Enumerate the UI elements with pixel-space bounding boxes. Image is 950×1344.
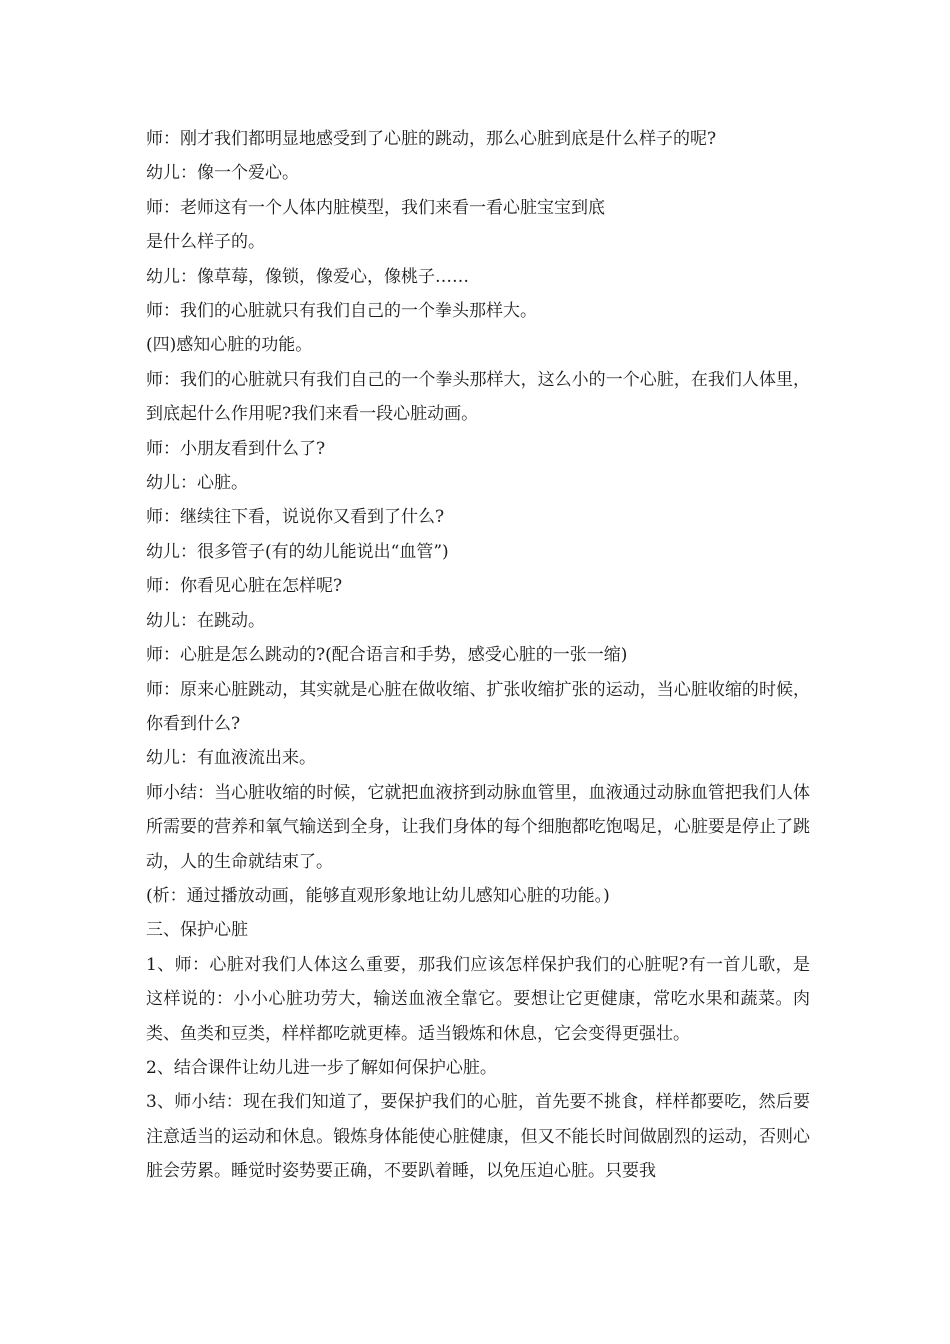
document-body [146, 122, 810, 1189]
paragraph: 师：我们的心脏就只有我们自己的一个拳头那样大。 [146, 301, 537, 322]
paragraph: 幼儿：像草莓，像锁，像爱心，像桃子…… [146, 266, 469, 287]
paragraph: (析：通过播放动画，能够直观形象地让幼儿感知心脏的功能。) [146, 885, 610, 906]
paragraph: 师：老师这有一个人体内脏模型，我们来看一看心脏宝宝到底 [146, 197, 605, 218]
paragraph: 3、师小结：现在我们知道了，要保护我们的心脏，首先要不挑食，样样都要吃，然后要注意适当的运动和休息。锻炼身体能使心脏健康，但又不能长时间做剧烈的运动，否则心脏会劳累。睡觉时姿势要正确，不要趴着睡，以免压迫心脏。只要我 [146, 1092, 810, 1182]
paragraph: 1、师：心脏对我们人体这么重要，那我们应该怎样保护我们的心脏呢?有一首儿歌，是这样说的：小小心脏功劳大，输送血液全靠它。要想让它更健康，常吃水果和蔬菜。肉类、鱼类和豆类，样样都吃就更棒。适当锻炼和休息，它会变得更强壮。 [146, 954, 810, 1044]
paragraph: 幼儿：在跳动。 [146, 610, 265, 631]
paragraph: 是什么样子的。 [146, 232, 265, 253]
paragraph: 幼儿：像一个爱心。 [146, 163, 299, 184]
paragraph: 2、结合课件让幼儿进一步了解如何保护心脏。 [146, 1057, 497, 1078]
paragraph: 师小结：当心脏收缩的时候，它就把血液挤到动脉血管里，血液通过动脉血管把我们人体所需要的营养和氧气输送到全身，让我们身体的每个细胞都吃饱喝足，心脏要是停止了跳动，人的生命就结束了。 [146, 782, 810, 872]
section-heading: 三、保护心脏 [146, 920, 248, 941]
paragraph: 师：心脏是怎么跳动的?(配合语言和手势，感受心脏的一张一缩) [146, 645, 628, 666]
paragraph: 幼儿：很多管子(有的幼儿能说出“血管”) [146, 541, 449, 562]
section-heading: (四)感知心脏的功能。 [146, 335, 313, 356]
paragraph: 师：我们的心脏就只有我们自己的一个拳头那样大，这么小的一个心脏，在我们人体里，到底起什么作用呢?我们来看一段心脏动画。 [146, 369, 810, 425]
paragraph: 师：继续往下看，说说你又看到了什么? [146, 507, 445, 528]
paragraph: 师：刚才我们都明显地感受到了心脏的跳动，那么心脏到底是什么样子的呢? [146, 129, 717, 149]
paragraph: 师：你看见心脏在怎样呢? [146, 576, 343, 597]
paragraph: 幼儿：心脏。 [146, 473, 248, 494]
paragraph: 师：小朋友看到什么了? [146, 438, 326, 459]
paragraph: 幼儿：有血液流出来。 [146, 748, 316, 769]
paragraph: 师：原来心脏跳动，其实就是心脏在做收缩、扩张收缩扩张的运动，当心脏收缩的时候，你看到什么? [146, 679, 810, 734]
